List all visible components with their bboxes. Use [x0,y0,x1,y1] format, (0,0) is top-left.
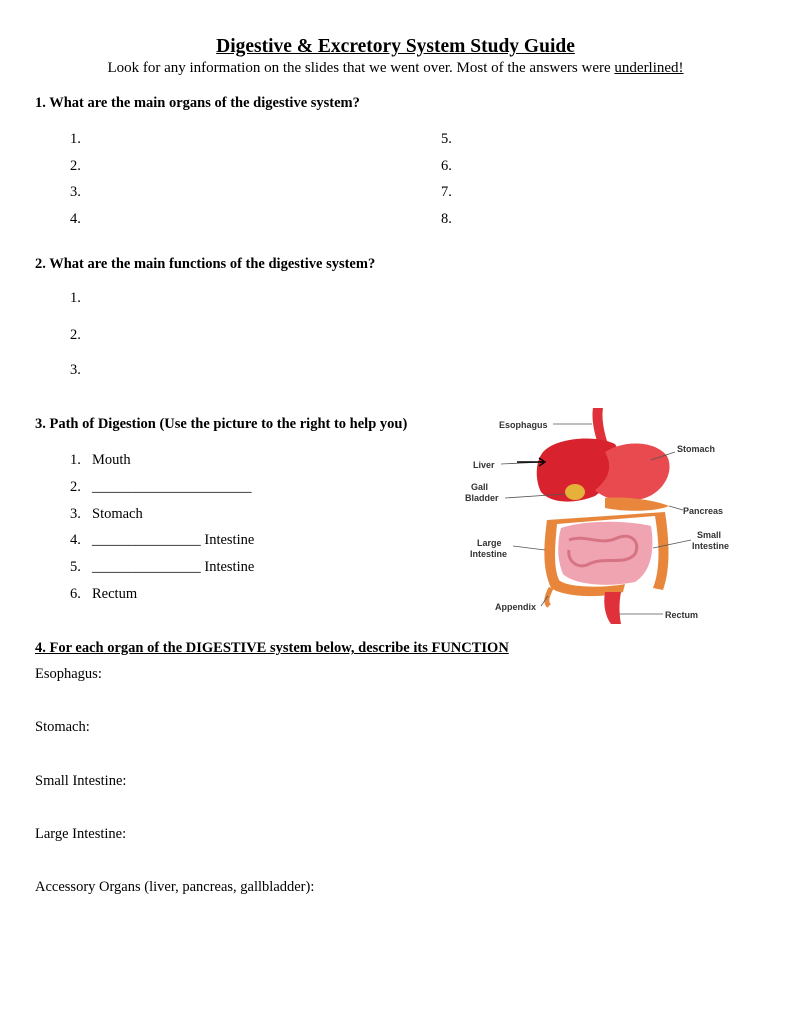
path-step-text: Mouth [92,452,131,468]
organ-small-intestine: Small Intestine: [35,773,127,789]
path-step-num: 5. [70,559,81,575]
label-small-intestine: Intestine [692,541,730,551]
label-liver: Liver [473,460,495,470]
label-gall: Gall [471,482,489,492]
path-step-num: 3. [70,506,81,522]
organ-stomach: Stomach: [35,719,90,735]
subtitle-text: Look for any information on the slides that we went over. Most of the answers were [107,60,615,76]
label-esophagus: Esophagus [499,420,548,430]
label-stomach: Stomach [677,444,716,454]
gall-bladder-shape [565,484,585,500]
path-step-text: ______________________ [92,479,252,495]
q1-num-2: 2. [70,158,81,174]
path-step-text: _______________ Intestine [92,532,255,548]
path-step-6 [70,586,137,603]
question-2: 2. What are the main functions of the digestive system? [35,256,376,272]
organ-esophagus: Esophagus: [35,666,102,682]
subtitle [0,60,791,77]
small-intestine-shape [558,522,652,585]
q1-num-6: 6. [441,158,452,174]
pancreas-shape [605,497,669,510]
label-rectum: Rectum [665,610,699,620]
question-4: 4. For each organ of the DIGESTIVE system below, describe its FUNCTION [35,640,509,656]
q1-num-7: 7. [441,184,452,200]
question-3: 3. Path of Digestion (Use the picture to the right to help you) [35,416,408,432]
path-step-2 [70,479,252,496]
path-step-text: _______________ Intestine [92,559,255,575]
arrow-icon [517,458,545,466]
label-large-intestine: Intestine [470,549,508,559]
path-step-3 [70,506,143,523]
page-title: Digestive & Excretory System Study Guide [216,36,575,57]
q1-num-8: 8. [441,211,452,227]
path-step-num: 4. [70,532,81,548]
path-step-4 [70,532,254,549]
path-step-num: 2. [70,479,81,495]
label-bladder: Bladder [465,493,499,503]
question-1: 1. What are the main organs of the digestive system? [35,95,360,111]
q1-num-4: 4. [70,211,81,227]
label-small: Small [697,530,722,540]
path-step-5 [70,559,254,576]
organ-large-intestine: Large Intestine: [35,826,127,842]
q1-num-5: 5. [441,131,452,147]
q1-num-1: 1. [70,131,81,147]
label-appendix: Appendix [495,602,537,612]
label-large: Large [477,538,502,548]
path-step-text: Stomach [92,506,143,522]
rectum-shape [604,592,621,624]
organ-accessory: Accessory Organs (liver, pancreas, gallbladder): [35,879,315,895]
subtitle-underlined: underlined! [614,60,684,76]
q2-num-3: 3. [70,362,81,378]
path-step-text: Rectum [92,586,138,602]
digestive-system-diagram [455,400,755,630]
path-step-1 [70,452,131,469]
q2-num-2: 2. [70,327,81,343]
label-pancreas: Pancreas [683,506,724,516]
path-step-num: 1. [70,452,81,468]
q1-num-3: 3. [70,184,81,200]
q2-num-1: 1. [70,290,81,306]
path-step-num: 6. [70,586,81,602]
